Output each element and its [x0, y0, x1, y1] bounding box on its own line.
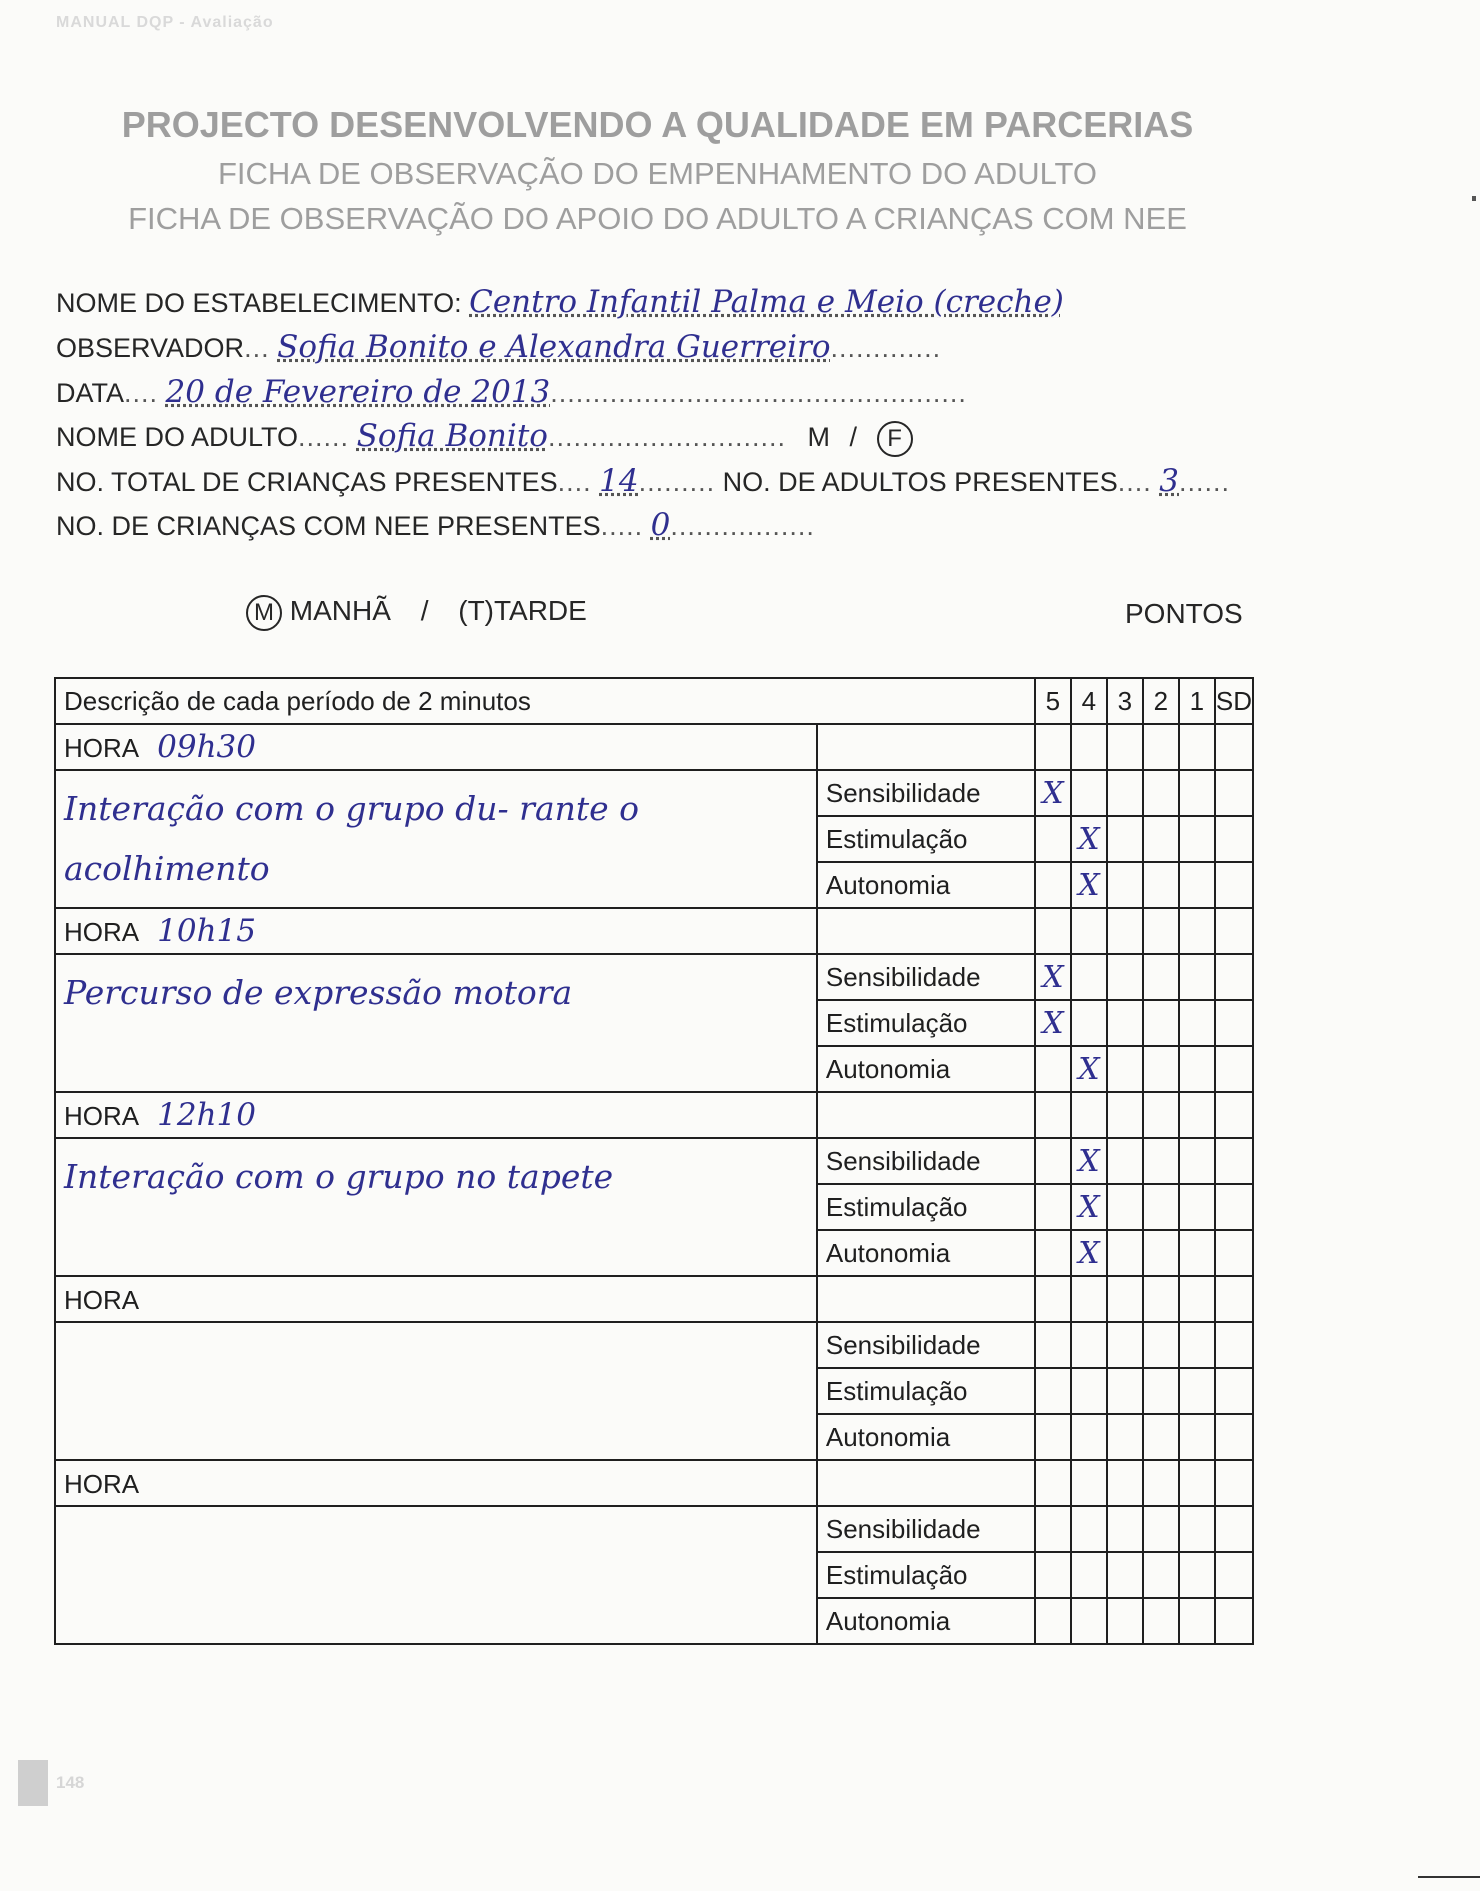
score-mark: X	[1035, 1000, 1071, 1046]
score-cell	[1215, 770, 1253, 816]
dimension-label: Autonomia	[817, 1598, 1035, 1644]
hora-label: HORA	[64, 1469, 140, 1499]
dimension-label: Estimulação	[817, 1000, 1035, 1046]
description-header: Descrição de cada período de 2 minutos	[55, 678, 1035, 724]
score-cell	[1215, 1414, 1253, 1460]
table-header-row	[55, 678, 1253, 724]
score-cell	[1215, 1506, 1253, 1552]
score-cell	[1035, 1046, 1071, 1092]
score-header-sd: SD	[1215, 678, 1253, 724]
hora-cell	[55, 908, 817, 954]
score-cell	[1215, 1046, 1253, 1092]
period-description: Interação com o grupo no tapete	[55, 1138, 817, 1276]
score-cell	[1143, 1460, 1179, 1506]
score-cell	[1179, 1460, 1215, 1506]
score-cell	[1107, 1414, 1143, 1460]
dimension-label: Sensibilidade	[817, 770, 1035, 816]
gender-separator: /	[849, 422, 858, 452]
hora-empty-cell	[817, 908, 1035, 954]
score-cell	[1071, 1506, 1107, 1552]
hora-cell	[55, 724, 817, 770]
score-cell	[1143, 908, 1179, 954]
score-cell	[1035, 1322, 1071, 1368]
dimension-label: Autonomia	[817, 862, 1035, 908]
hora-row	[55, 1276, 1253, 1322]
adults-total-label: NO. DE ADULTOS PRESENTES	[722, 467, 1118, 497]
score-mark: X	[1035, 954, 1071, 1000]
points-label: PONTOS	[1125, 598, 1243, 629]
score-cell	[1035, 1506, 1071, 1552]
dimension-label: Autonomia	[817, 1414, 1035, 1460]
adult-name-value: Sofia Bonito	[356, 418, 548, 454]
score-cell	[1179, 1368, 1215, 1414]
score-cell	[1215, 1598, 1253, 1644]
establishment-label: NOME DO ESTABELECIMENTO:	[56, 288, 462, 318]
score-cell	[1035, 1230, 1071, 1276]
score-cell	[1071, 724, 1107, 770]
score-cell	[1107, 1322, 1143, 1368]
form-subtitle-2: FICHA DE OBSERVAÇÃO DO APOIO DO ADULTO A CRIANÇAS COM NEE	[128, 201, 1187, 236]
score-header-1: 1	[1179, 678, 1215, 724]
dimension-label: Autonomia	[817, 1046, 1035, 1092]
score-cell	[1143, 1046, 1179, 1092]
page-marker	[18, 1760, 48, 1806]
period-morning: MANHÃ	[289, 595, 391, 626]
score-cell	[1143, 1598, 1179, 1644]
morning-mark-circled: M	[246, 595, 282, 631]
score-cell	[1143, 724, 1179, 770]
score-cell	[1071, 1460, 1107, 1506]
dimension-label: Sensibilidade	[817, 1322, 1035, 1368]
score-cell	[1107, 1276, 1143, 1322]
score-cell	[1035, 1368, 1071, 1414]
edge-tick	[1472, 196, 1476, 201]
score-cell	[1035, 1598, 1071, 1644]
score-cell	[1179, 1138, 1215, 1184]
hora-cell	[55, 1092, 817, 1138]
hora-row	[55, 1092, 1253, 1138]
score-cell	[1215, 1000, 1253, 1046]
score-cell	[1143, 1092, 1179, 1138]
dimension-label: Autonomia	[817, 1230, 1035, 1276]
score-cell	[1107, 1138, 1143, 1184]
score-cell	[1035, 1460, 1071, 1506]
period-selector	[246, 595, 587, 631]
date-label: DATA	[56, 378, 125, 408]
score-mark: X	[1071, 1230, 1107, 1276]
hora-row	[55, 908, 1253, 954]
score-cell	[1107, 1460, 1143, 1506]
score-cell	[1179, 816, 1215, 862]
observer-value: Sofia Bonito e Alexandra Guerreiro	[277, 329, 831, 365]
dimension-row	[55, 1506, 1253, 1552]
dimension-label: Estimulação	[817, 1368, 1035, 1414]
score-cell	[1107, 908, 1143, 954]
score-cell	[1215, 1460, 1253, 1506]
period-description: Percurso de expressão motora	[55, 954, 817, 1092]
score-cell	[1143, 816, 1179, 862]
score-cell	[1215, 1184, 1253, 1230]
score-cell	[1143, 1552, 1179, 1598]
score-cell	[1071, 1552, 1107, 1598]
date-field: DATA.... 20 de Fevereiro de 2013.................................................	[56, 374, 967, 410]
children-nee-field: NO. DE CRIANÇAS COM NEE PRESENTES..... 0.................	[56, 507, 815, 543]
score-cell	[1071, 1000, 1107, 1046]
hora-label: HORA	[64, 1101, 140, 1131]
hora-label: HORA	[64, 733, 140, 763]
score-cell	[1179, 862, 1215, 908]
adults-total-value: 3	[1159, 463, 1179, 499]
score-cell	[1215, 954, 1253, 1000]
dimension-label: Estimulação	[817, 1184, 1035, 1230]
score-cell	[1143, 1000, 1179, 1046]
running-head: MANUAL DQP - Avaliação	[56, 14, 274, 31]
adult-name-label: NOME DO ADULTO	[56, 422, 299, 452]
hora-empty-cell	[817, 1276, 1035, 1322]
score-cell	[1143, 1184, 1179, 1230]
score-cell	[1107, 724, 1143, 770]
hora-empty-cell	[817, 1460, 1035, 1506]
score-header-3: 3	[1107, 678, 1143, 724]
score-cell	[1071, 1598, 1107, 1644]
score-cell	[1215, 1276, 1253, 1322]
score-cell	[1035, 1138, 1071, 1184]
period-afternoon: (T)TARDE	[458, 595, 587, 626]
page-number: 148	[56, 1773, 85, 1792]
score-cell	[1215, 1092, 1253, 1138]
score-header-2: 2	[1143, 678, 1179, 724]
edge-dash	[1418, 1876, 1480, 1878]
score-cell	[1035, 724, 1071, 770]
hora-row	[55, 724, 1253, 770]
score-cell	[1035, 1092, 1071, 1138]
score-cell	[1143, 1506, 1179, 1552]
score-cell	[1143, 862, 1179, 908]
score-cell	[1179, 1322, 1215, 1368]
score-cell	[1035, 1276, 1071, 1322]
score-cell	[1035, 816, 1071, 862]
score-cell	[1179, 1092, 1215, 1138]
dimension-row	[55, 770, 1253, 816]
score-cell	[1143, 1414, 1179, 1460]
score-cell	[1215, 724, 1253, 770]
score-cell	[1179, 908, 1215, 954]
adult-name-field: NOME DO ADULTO...... Sofia Bonito............................ M / F	[56, 418, 913, 457]
hora-empty-cell	[817, 724, 1035, 770]
score-cell	[1215, 1322, 1253, 1368]
score-cell	[1107, 1046, 1143, 1092]
dimension-label: Sensibilidade	[817, 954, 1035, 1000]
hora-value: 09h30	[157, 729, 256, 765]
dimension-label: Estimulação	[817, 1552, 1035, 1598]
score-cell	[1035, 1552, 1071, 1598]
score-cell	[1179, 1506, 1215, 1552]
score-cell	[1107, 1552, 1143, 1598]
hora-value: 10h15	[157, 913, 256, 949]
score-cell	[1071, 1276, 1107, 1322]
score-cell	[1215, 816, 1253, 862]
dimension-label: Sensibilidade	[817, 1138, 1035, 1184]
observer-field: OBSERVADOR... Sofia Bonito e Alexandra Guerreiro.............	[56, 329, 942, 365]
score-cell	[1179, 1230, 1215, 1276]
score-cell	[1179, 1598, 1215, 1644]
hora-cell	[55, 1460, 817, 1506]
score-cell	[1179, 1276, 1215, 1322]
score-cell	[1179, 770, 1215, 816]
children-nee-value: 0	[650, 507, 671, 543]
score-mark: X	[1071, 1046, 1107, 1092]
observer-label: OBSERVADOR	[56, 333, 245, 363]
establishment-field	[56, 284, 1064, 320]
score-mark: X	[1071, 862, 1107, 908]
period-description	[55, 1506, 817, 1644]
score-cell	[1107, 770, 1143, 816]
children-total-field: NO. TOTAL DE CRIANÇAS PRESENTES.... 14......... NO. DE ADULTOS PRESENTES.... 3......	[56, 463, 1231, 499]
score-cell	[1107, 1230, 1143, 1276]
dimension-row	[55, 1138, 1253, 1184]
hora-label: HORA	[64, 1285, 140, 1315]
score-cell	[1143, 1138, 1179, 1184]
score-mark: X	[1071, 816, 1107, 862]
score-cell	[1143, 1368, 1179, 1414]
children-total-value: 14	[599, 463, 639, 499]
score-cell	[1179, 1046, 1215, 1092]
score-mark: X	[1035, 770, 1071, 816]
score-cell	[1107, 816, 1143, 862]
score-cell	[1215, 1138, 1253, 1184]
score-cell	[1107, 862, 1143, 908]
score-cell	[1215, 1552, 1253, 1598]
score-cell	[1179, 954, 1215, 1000]
observation-table	[54, 677, 1254, 1645]
period-description: Interação com o grupo du- rante o acolhimento	[55, 770, 817, 908]
score-cell	[1179, 1414, 1215, 1460]
score-header-5: 5	[1035, 678, 1071, 724]
score-cell	[1143, 954, 1179, 1000]
score-cell	[1035, 862, 1071, 908]
score-cell	[1215, 1368, 1253, 1414]
score-cell	[1215, 908, 1253, 954]
form-title: PROJECTO DESENVOLVENDO A QUALIDADE EM PARCERIAS	[121, 104, 1194, 145]
score-cell	[1107, 1184, 1143, 1230]
score-cell	[1143, 770, 1179, 816]
score-cell	[1107, 1092, 1143, 1138]
score-cell	[1071, 1092, 1107, 1138]
score-cell	[1035, 908, 1071, 954]
score-cell	[1107, 1000, 1143, 1046]
dimension-label: Estimulação	[817, 816, 1035, 862]
form-subtitle-1: FICHA DE OBSERVAÇÃO DO EMPENHAMENTO DO ADULTO	[217, 156, 1098, 191]
score-cell	[1143, 1230, 1179, 1276]
dimension-row	[55, 954, 1253, 1000]
hora-value: 12h10	[157, 1097, 256, 1133]
period-description	[55, 1322, 817, 1460]
hora-empty-cell	[817, 1092, 1035, 1138]
score-cell	[1107, 1598, 1143, 1644]
score-cell	[1179, 1000, 1215, 1046]
score-cell	[1143, 1322, 1179, 1368]
score-cell	[1107, 1368, 1143, 1414]
score-cell	[1215, 862, 1253, 908]
score-cell	[1179, 724, 1215, 770]
score-mark: X	[1071, 1138, 1107, 1184]
establishment-value: Centro Infantil Palma e Meio (creche)	[469, 284, 1064, 320]
score-cell	[1143, 1276, 1179, 1322]
score-mark: X	[1071, 1184, 1107, 1230]
score-header-4: 4	[1071, 678, 1107, 724]
gender-m: M	[807, 422, 830, 452]
score-cell	[1215, 1230, 1253, 1276]
score-cell	[1035, 1184, 1071, 1230]
score-cell	[1071, 770, 1107, 816]
period-separator: /	[420, 595, 429, 626]
dimension-label: Sensibilidade	[817, 1506, 1035, 1552]
dimension-row	[55, 1322, 1253, 1368]
score-cell	[1179, 1184, 1215, 1230]
hora-label: HORA	[64, 917, 140, 947]
score-cell	[1071, 1368, 1107, 1414]
score-cell	[1071, 1322, 1107, 1368]
score-cell	[1071, 908, 1107, 954]
children-total-label: NO. TOTAL DE CRIANÇAS PRESENTES	[56, 467, 558, 497]
hora-cell	[55, 1276, 817, 1322]
children-nee-label: NO. DE CRIANÇAS COM NEE PRESENTES	[56, 511, 601, 541]
score-cell	[1179, 1552, 1215, 1598]
score-cell	[1071, 1414, 1107, 1460]
score-cell	[1107, 954, 1143, 1000]
date-value: 20 de Fevereiro de 2013	[165, 374, 551, 410]
score-cell	[1107, 1506, 1143, 1552]
score-cell	[1035, 1414, 1071, 1460]
hora-row	[55, 1460, 1253, 1506]
score-cell	[1071, 954, 1107, 1000]
gender-f-circled: F	[877, 421, 913, 457]
